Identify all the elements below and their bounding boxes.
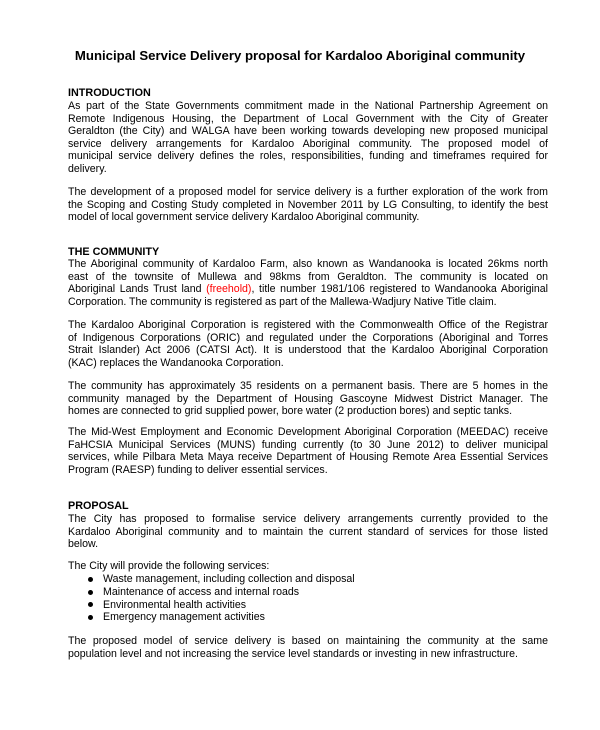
proposal-paragraph-3: The proposed model of service delivery is based on maintaining the community at the same population level and not increasing the service level standards or investing in new infrastructure. [68, 635, 548, 660]
document-title: Municipal Service Delivery proposal for Kardaloo Aboriginal community [74, 48, 526, 63]
community-paragraph-1: The Aboriginal community of Kardaloo Farm, also known as Wandanooka is located 26kms north east of the townsite of Mullewa and 98kms from Geraldton. The community is located on Aboriginal Lands Trust land (freehold), title number 1981/106 registered to Wandanooka Aboriginal Corporation. The community is registered as part of the Mallewa-Wadjury Native Title claim. [68, 258, 548, 308]
introduction-paragraph-2: The development of a proposed model for service delivery is a further exploration of the work from the Scoping and Costing Study completed in November 2011 by LG Consulting, to identify the best model of local government service delivery Kardaloo Aboriginal community. [68, 186, 548, 224]
proposal-paragraph-2: The City will provide the following services: [68, 560, 270, 572]
proposal-heading: PROPOSAL [68, 500, 129, 512]
community-paragraph-4: The Mid-West Employment and Economic Development Aboriginal Corporation (MEEDAC) receive FaHCSIA Municipal Services (MUNS) funding currently (to 30 June 2012) to deliver municipal services, while Pilbara Meta Maya receive Department of Housing Remote Area Essential Services Program (RAESP) funding to deliver essential services. [68, 426, 548, 476]
freehold-text: (freehold) [206, 283, 252, 296]
proposal-paragraph-1: The City has proposed to formalise service delivery arrangements currently provided to the Kardaloo Aboriginal community and to maintain the current standard of services for those listed below. [68, 513, 548, 551]
introduction-paragraph-1: As part of the State Governments commitment made in the National Partnership Agreement on Remote Indigenous Housing, the Department of Local Government with the City of Greater Geraldton (the City) and WALGA have been working towards developing new proposed municipal service delivery arrangements for Kardaloo Aboriginal community. The proposed model of municipal service delivery defines the roles, responsibilities, funding and timeframes required for delivery. [68, 100, 548, 175]
bullet-icon [88, 615, 93, 620]
list-item: Waste management, including collection and disposal [88, 573, 355, 586]
introduction-heading: INTRODUCTION [68, 87, 151, 99]
community-paragraph-3: The community has approximately 35 residents on a permanent basis. There are 5 homes in the community managed by the Department of Housing Gascoyne Midwest District Manager. The homes are connected to grid supplied power, bore water (2 production bores) and septic tanks. [68, 380, 548, 418]
community-paragraph-2: The Kardaloo Aboriginal Corporation is registered with the Commonwealth Office of the Registrar of Indigenous Corporations (ORIC) and regulated under the Corporations (Aboriginal and Torres Strait Islander) Act 2006 (CATSI Act). It is understood that the Kardaloo Aboriginal Corporation (KAC) replaces the Wandanooka Corporation. [68, 319, 548, 369]
list-item: Environmental health activities [88, 599, 355, 612]
community-heading: THE COMMUNITY [68, 246, 160, 258]
bullet-icon [88, 602, 93, 607]
community-land-line: Aboriginal Lands Trust land (freehold), title number 1981/106 registered to Wandanooka Aboriginal [68, 283, 548, 296]
bullet-icon [88, 577, 93, 582]
services-list [88, 573, 355, 624]
list-item: Maintenance of access and internal roads [88, 586, 355, 599]
bullet-icon [88, 590, 93, 595]
list-item: Emergency management activities [88, 611, 355, 624]
